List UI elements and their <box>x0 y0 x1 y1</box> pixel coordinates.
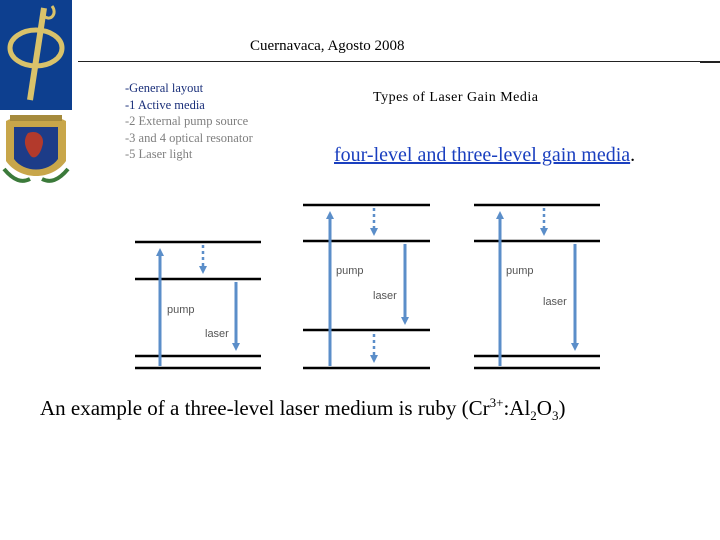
example-charge: 3+ <box>489 395 504 410</box>
institute-logo <box>0 0 72 110</box>
example-sub-o: 3 <box>551 408 559 423</box>
outline-item-laser-light: -5 Laser light <box>125 147 193 161</box>
d2-laser-label: laser <box>373 290 397 302</box>
header-divider <box>78 61 720 62</box>
d1-laser-label: laser <box>205 328 229 340</box>
outline-item-general-layout: -General layout <box>125 81 204 95</box>
example-mid: :Al <box>503 396 531 420</box>
outline-list <box>125 80 253 163</box>
city-date: Cuernavaca, Agosto 2008 <box>250 38 405 54</box>
example-sub-al: 2 <box>530 408 537 423</box>
example-oxygen: O <box>536 396 552 420</box>
example-prefix: An example of a three-level laser medium is ruby (Cr <box>40 396 490 420</box>
four-level-diagram <box>135 242 261 368</box>
ruby-example-text <box>40 396 565 421</box>
three-level-diagram <box>474 205 600 368</box>
outline-item-active-media: -1 Active media <box>125 97 205 112</box>
example-suffix: ) <box>558 396 566 420</box>
gain-media-link[interactable]: four-level and three-level gain media <box>334 144 631 166</box>
section-title: Types of Laser Gain Media <box>373 90 539 105</box>
d3-laser-label: laser <box>543 296 567 308</box>
d2-pump-label: pump <box>336 265 364 277</box>
d1-pump-label: pump <box>167 304 195 316</box>
subtitle <box>334 144 635 167</box>
energy-level-diagrams <box>0 190 720 380</box>
header-divider-tail <box>700 62 720 63</box>
outline-item-optical-resonator: -3 and 4 optical resonator <box>125 130 253 145</box>
d3-pump-label: pump <box>506 265 534 277</box>
four-level-diagram-2 <box>303 205 430 368</box>
outline-item-pump-source: -2 External pump source <box>125 114 249 128</box>
subtitle-period: . <box>630 144 636 166</box>
university-seal-logo <box>0 111 72 187</box>
